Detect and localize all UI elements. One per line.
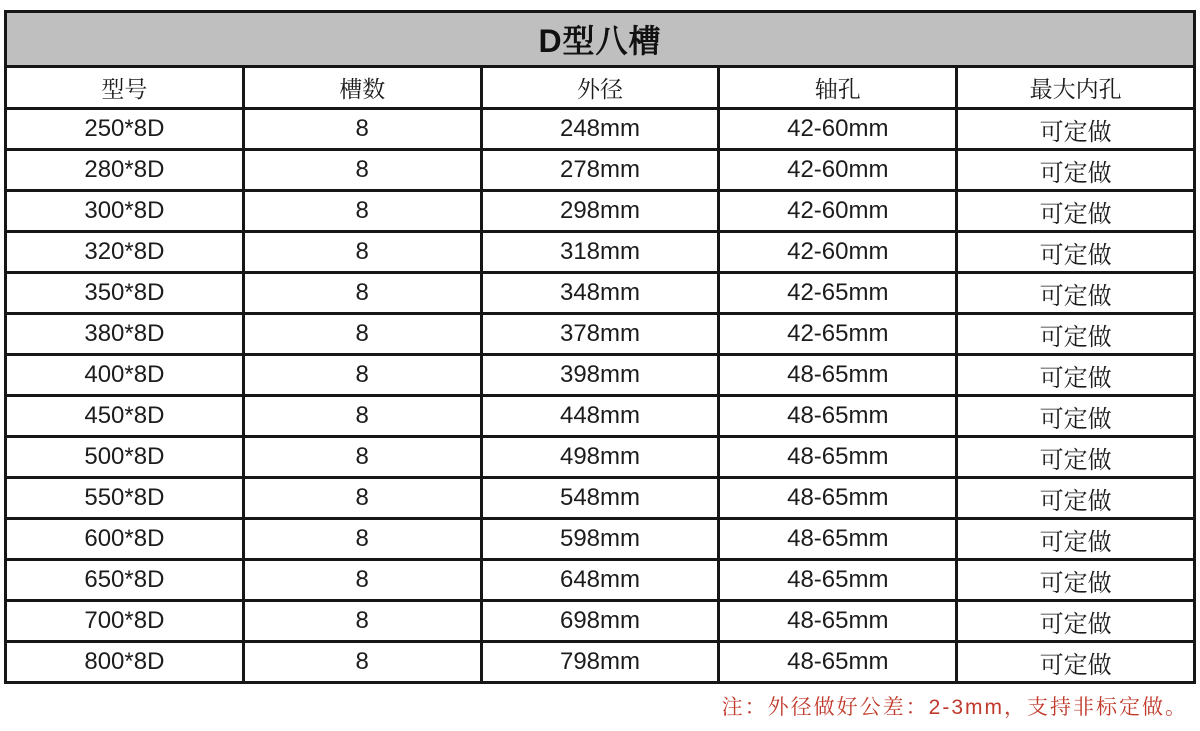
table-cell: 可定做	[957, 396, 1195, 437]
table-cell: 48-65mm	[719, 437, 957, 478]
table-cell: 8	[243, 396, 481, 437]
table-cell: 500*8D	[6, 437, 244, 478]
table-cell: 298mm	[481, 191, 719, 232]
table-cell: 可定做	[957, 191, 1195, 232]
footer-note: 注：外径做好公差：2-3mm，支持非标定做。	[721, 696, 1188, 719]
table-cell: 8	[243, 560, 481, 601]
table-cell: 可定做	[957, 314, 1195, 355]
table-row	[6, 191, 1195, 232]
table-cell: 可定做	[957, 150, 1195, 191]
table-row	[6, 642, 1195, 683]
table-cell: 可定做	[957, 109, 1195, 150]
table-body	[6, 109, 1195, 683]
table-row	[6, 519, 1195, 560]
table-cell: 8	[243, 478, 481, 519]
table-cell: 8	[243, 437, 481, 478]
table-row	[6, 314, 1195, 355]
table-row	[6, 396, 1195, 437]
column-header-outer-diameter: 外径	[481, 67, 719, 109]
table-row	[6, 232, 1195, 273]
column-header-slot-count: 槽数	[243, 67, 481, 109]
table-cell: 可定做	[957, 642, 1195, 683]
table-cell: 320*8D	[6, 232, 244, 273]
table-row	[6, 355, 1195, 396]
table-cell: 280*8D	[6, 150, 244, 191]
table-cell: 700*8D	[6, 601, 244, 642]
table-cell: 48-65mm	[719, 642, 957, 683]
table-cell: 350*8D	[6, 273, 244, 314]
table-cell: 42-65mm	[719, 273, 957, 314]
table-cell: 450*8D	[6, 396, 244, 437]
table-title: D型八槽	[6, 12, 1195, 67]
table-cell: 可定做	[957, 232, 1195, 273]
table-cell: 可定做	[957, 355, 1195, 396]
table-cell: 318mm	[481, 232, 719, 273]
table-cell: 可定做	[957, 478, 1195, 519]
table-cell: 8	[243, 232, 481, 273]
table-row	[6, 560, 1195, 601]
column-header-max-bore: 最大内孔	[957, 67, 1195, 109]
table-cell: 48-65mm	[719, 519, 957, 560]
table-cell: 48-65mm	[719, 601, 957, 642]
table-cell: 648mm	[481, 560, 719, 601]
table-cell: 798mm	[481, 642, 719, 683]
table-head	[6, 12, 1195, 109]
table-cell: 8	[243, 191, 481, 232]
table-cell: 300*8D	[6, 191, 244, 232]
table-title-row	[6, 12, 1195, 67]
table-cell: 48-65mm	[719, 355, 957, 396]
table-cell: 42-65mm	[719, 314, 957, 355]
table-row	[6, 273, 1195, 314]
table-cell: 8	[243, 273, 481, 314]
table-row	[6, 437, 1195, 478]
table-cell: 42-60mm	[719, 191, 957, 232]
table-cell: 398mm	[481, 355, 719, 396]
table-cell: 48-65mm	[719, 478, 957, 519]
table-cell: 250*8D	[6, 109, 244, 150]
table-cell: 498mm	[481, 437, 719, 478]
table-cell: 可定做	[957, 560, 1195, 601]
table-row	[6, 478, 1195, 519]
table-cell: 548mm	[481, 478, 719, 519]
table-cell: 8	[243, 355, 481, 396]
table-cell: 可定做	[957, 601, 1195, 642]
table-cell: 448mm	[481, 396, 719, 437]
table-cell: 8	[243, 601, 481, 642]
table-cell: 800*8D	[6, 642, 244, 683]
table-cell: 48-65mm	[719, 396, 957, 437]
table-cell: 698mm	[481, 601, 719, 642]
table-cell: 42-60mm	[719, 109, 957, 150]
table-cell: 8	[243, 150, 481, 191]
table-cell: 600*8D	[6, 519, 244, 560]
table-cell: 378mm	[481, 314, 719, 355]
table-cell: 380*8D	[6, 314, 244, 355]
table-cell: 598mm	[481, 519, 719, 560]
table-cell: 可定做	[957, 519, 1195, 560]
table-cell: 48-65mm	[719, 560, 957, 601]
table-cell: 8	[243, 314, 481, 355]
table-header-row	[6, 67, 1195, 109]
table-row	[6, 601, 1195, 642]
table-cell: 8	[243, 519, 481, 560]
table-cell: 8	[243, 109, 481, 150]
column-header-model: 型号	[6, 67, 244, 109]
table-cell: 可定做	[957, 437, 1195, 478]
table-cell: 8	[243, 642, 481, 683]
table-cell: 248mm	[481, 109, 719, 150]
table-row	[6, 109, 1195, 150]
column-header-shaft-hole: 轴孔	[719, 67, 957, 109]
table-cell: 42-60mm	[719, 232, 957, 273]
table-cell: 400*8D	[6, 355, 244, 396]
table-cell: 348mm	[481, 273, 719, 314]
spec-table	[4, 10, 1196, 684]
table-cell: 可定做	[957, 273, 1195, 314]
table-cell: 650*8D	[6, 560, 244, 601]
table-cell: 42-60mm	[719, 150, 957, 191]
table-cell: 278mm	[481, 150, 719, 191]
table-row	[6, 150, 1195, 191]
table-cell: 550*8D	[6, 478, 244, 519]
